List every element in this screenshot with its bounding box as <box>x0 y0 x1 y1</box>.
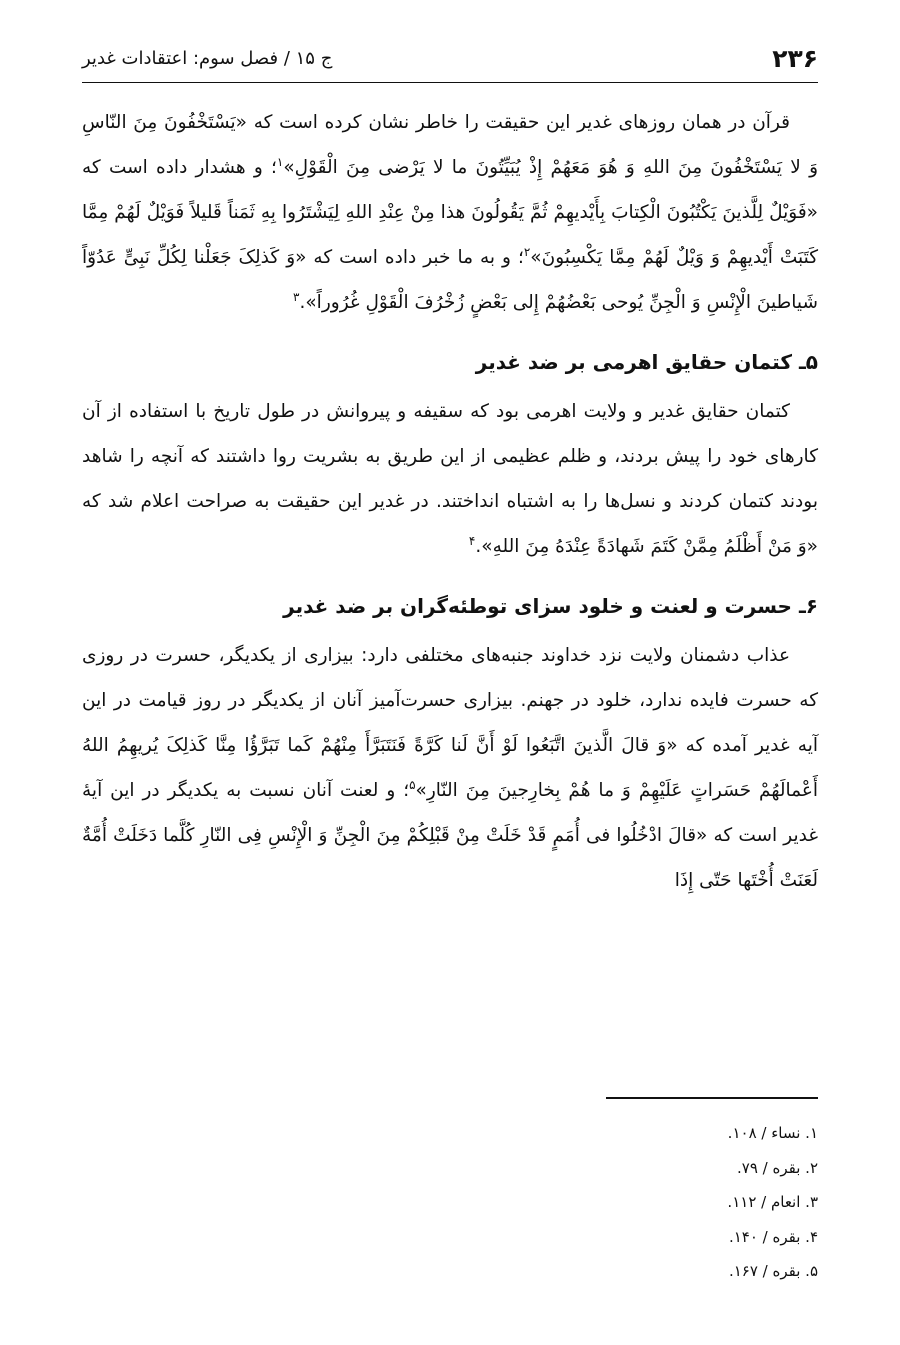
paragraph-intro <box>82 100 818 325</box>
footnote-ref-1[interactable]: ۱ <box>276 154 284 169</box>
section-5-text: کتمان حقایق غدیر و ولایت اهرمی بود که سقیفه و پیروانش در طول تاریخ با استفاده از آن کارهای خود را پیش بردند، و ظلم عظیمی از این طریق به بشریت روا داشتند که آنچه را شاهد بودند کتمان کردند و نسل‌ها را به اشتباه انداختند. در غدیر این حقیقت به صراحت اعلام شد که «وَ مَنْ أَظْلَمُ مِمَّنْ کَتَمَ شَهادَةً عِنْدَهُ مِنَ اللهِ». <box>82 401 818 557</box>
section-5-heading: ۵ـ کتمان حقایق اهرمی بر ضد غدیر <box>475 350 818 374</box>
page-header <box>82 38 818 78</box>
section-6-text-a: عذاب دشمنان ولایت نزد خداوند جنبه‌های مختلفی دارد: بیزاری از یکدیگر، حسرت در روزی که حسرت فایده ندارد، خلود در جهنم. بیزاری حسرت‌آمیز آنان از یکدیگر در روز قیامت در این آیه غدیر آمده که «وَ قالَ الَّذینَ اتَّبَعُوا لَوْ أَنَّ لَنا کَرَّةً فَنَتَبَرَّأَ مِنْهُمْ کَما تَبَرَّؤُا مِنَّا کَذلِکَ یُریهِمُ اللهُ أَعْمالَهُمْ حَسَراتٍ عَلَیْهِمْ وَ ما هُمْ بِخارِجینَ مِنَ النّارِ» <box>82 645 818 801</box>
footnote-2: ۲. بقره / ۷۹. <box>737 1158 818 1177</box>
footnote-4: ۴. بقره / ۱۴۰. <box>728 1227 818 1246</box>
footnote-5: ۵. بقره / ۱۶۷. <box>728 1262 818 1280</box>
main-text <box>82 100 818 903</box>
section-6-text-b: ؛ و لعنت آنان نسبت به یکدیگر در این آیۀ غدیر است که «قالَ ادْخُلُوا فی أُمَمٍ قَدْ خَلَتْ مِنْ قَبْلِکُمْ مِنَ الْجِنِّ وَ الْإِنْسِ فِی النّارِ کُلَّما دَخَلَتْ أُمَّةٌ لَعَنَتْ أُخْتَها حَتّی إِذَا <box>82 780 818 891</box>
footnote-ref-5[interactable]: ۵ <box>409 777 416 792</box>
section-6-heading: ۶ـ حسرت و لعنت و خلود سزای توطئه‌گران بر ضد غدیر <box>283 594 818 618</box>
footnote-1: ۱. نساء / ۱۰۸. <box>727 1124 818 1142</box>
footnote-ref-3[interactable]: ۳ <box>293 289 300 304</box>
running-head: ج ۱۵ / فصل سوم: اعتقادات غدیر <box>82 47 333 69</box>
footnotes-list <box>418 1116 818 1289</box>
paragraph-intro-text-c: ؛ و به ما خبر داده است که «وَ کَذلِکَ جَعَلْنا لِکُلِّ نَبِیٍّ عَدُوّاً شَیاطینَ الْإِنْسِ وَ الْجِنِّ یُوحی بَعْضُهُمْ إِلی بَعْضٍ زُخْرُفَ الْقَوْلِ غُرُوراً». <box>82 247 818 313</box>
footnote-3: ۳. انعام / ۱۱۲. <box>727 1193 818 1211</box>
section-6-paragraph <box>82 633 818 903</box>
footnote-ref-4[interactable]: ۴ <box>468 533 476 548</box>
section-5-paragraph <box>82 389 818 569</box>
page-number: ۲۳۶ <box>772 43 818 73</box>
footnote-ref-2[interactable]: ۲ <box>523 244 531 259</box>
paragraph-intro-text-b: ؛ و هشدار داده است که «فَوَیْلٌ لِلَّذینَ یَکْتُبُونَ الْکِتابَ بِأَیْدیهِمْ ثُمَّ یَقُولُونَ هذا مِنْ عِنْدِ اللهِ لِیَشْتَرُوا بِهِ ثَمَناً قَلیلاً فَوَیْلٌ لَهُمْ مِمَّا کَتَبَتْ أَیْدیهِمْ وَ وَیْلٌ لَهُمْ مِمَّا یَکْسِبُونَ» <box>82 157 819 268</box>
footnote-rule <box>606 1097 818 1099</box>
header-rule <box>82 82 818 83</box>
paragraph-intro-text-a: قرآن در همان روزهای غدیر این حقیقت را خاطر نشان کرده است که «یَسْتَخْفُونَ مِنَ النّاسِ وَ لا یَسْتَخْفُونَ مِنَ اللهِ وَ هُوَ مَعَهُمْ إِذْ یُبَیِّتُونَ ما لا یَرْضی مِنَ الْقَوْلِ» <box>82 112 818 178</box>
